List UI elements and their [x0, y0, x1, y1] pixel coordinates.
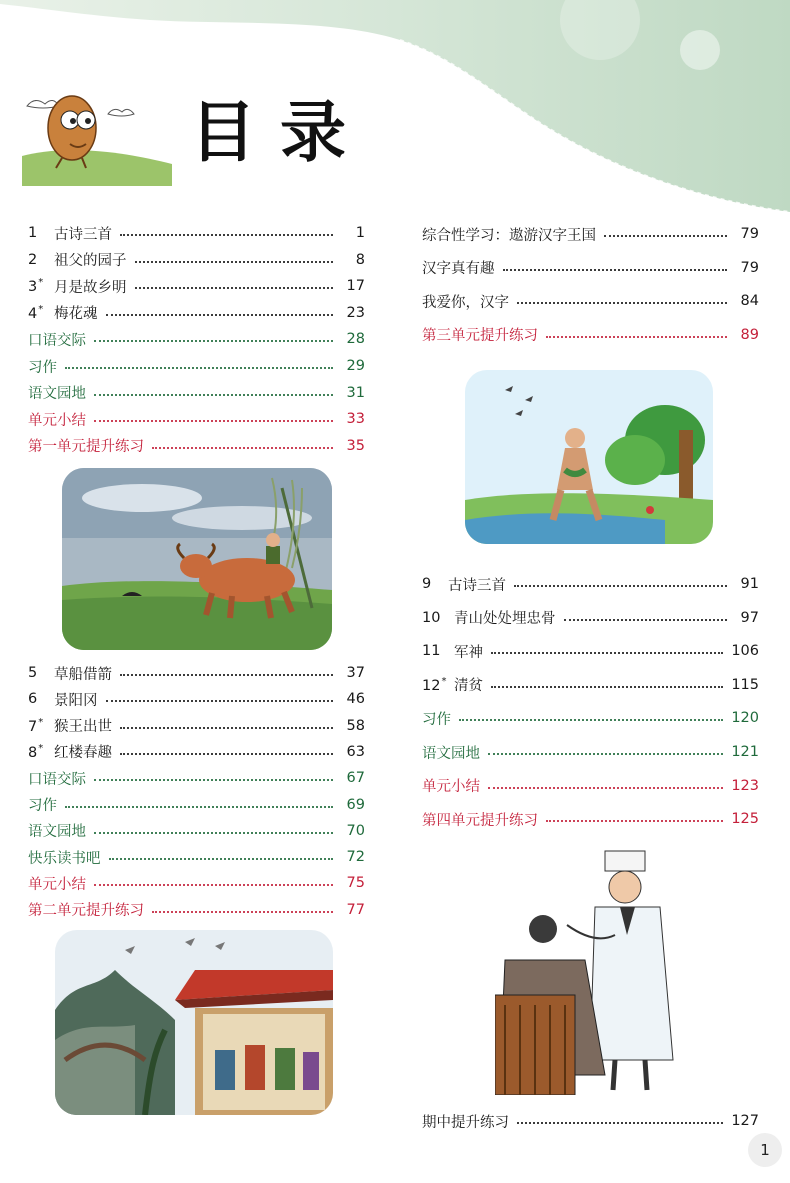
- toc-entry-page-number: 23: [346, 304, 365, 321]
- toc-entry-page-number: 63: [346, 743, 365, 760]
- toc-entry-page-number: 75: [346, 875, 365, 892]
- toc-entry[interactable]: [28, 819, 365, 843]
- toc-entry[interactable]: [28, 793, 365, 817]
- toc-entry[interactable]: [422, 639, 759, 663]
- toc-entry-page-number: 28: [346, 331, 365, 348]
- dot-leader: [120, 234, 333, 236]
- toc-entry-page-number: 115: [731, 676, 759, 693]
- dot-leader: [135, 287, 334, 289]
- dot-leader: [152, 447, 333, 449]
- toc-entry-title: 语文园地: [422, 745, 480, 762]
- toc-entry-page-number: 58: [346, 717, 365, 734]
- dot-leader: [106, 700, 334, 702]
- toc-entry-star-mark: *: [38, 742, 44, 754]
- toc-entry[interactable]: [28, 274, 365, 298]
- toc-entry-page-number: 29: [346, 358, 365, 374]
- toc-entry-page-number: 67: [346, 770, 365, 787]
- toc-entry-number: 2: [28, 251, 38, 268]
- toc-entry-title: 第二单元提升练习: [28, 903, 144, 920]
- toc-entry-title: 月是故乡明: [54, 279, 127, 296]
- dot-leader: [517, 1122, 723, 1124]
- doctor-and-patient-illustration: [495, 845, 680, 1095]
- toc-entry[interactable]: [422, 289, 759, 313]
- toc-entry-page-number: 106: [731, 643, 759, 660]
- toc-entry-page-number: 77: [346, 901, 365, 918]
- toc-entry-number: 8*: [28, 742, 44, 761]
- toc-entry[interactable]: [422, 606, 759, 630]
- toc-entry-number: 1: [28, 225, 38, 241]
- toc-entry-page-number: 127: [731, 1113, 759, 1129]
- toc-entry-title: 梅花魂: [54, 306, 98, 323]
- dot-leader: [94, 832, 333, 834]
- toc-entry-page-number: 79: [740, 259, 759, 276]
- toc-entry-title: 汉字真有趣: [422, 261, 495, 277]
- toc-entry[interactable]: [422, 1109, 759, 1133]
- toc-entry-number: 3*: [28, 277, 44, 296]
- toc-entry[interactable]: [28, 871, 365, 895]
- dot-leader: [109, 858, 334, 860]
- dot-leader: [120, 727, 333, 729]
- toc-entry[interactable]: [28, 407, 365, 431]
- toc-entry-title: 第四单元提升练习: [422, 812, 538, 829]
- toc-entry-title: 期中提升练习: [422, 1114, 509, 1131]
- toc-entry[interactable]: [422, 673, 759, 697]
- toc-entry-page-number: 91: [740, 576, 759, 592]
- toc-entry-title: 口语交际: [28, 332, 86, 349]
- toc-entry-page-number: 123: [731, 777, 759, 794]
- toc-entry-number: 6: [28, 691, 38, 708]
- dot-leader: [546, 336, 727, 338]
- toc-entry-page-number: 35: [346, 437, 365, 454]
- toc-entry[interactable]: [28, 434, 365, 458]
- toc-entry-title: 习作: [28, 798, 57, 814]
- toc-entry-number: 7*: [28, 716, 44, 735]
- dot-leader: [488, 787, 723, 789]
- boy-on-ox-illustration: [62, 468, 332, 650]
- toc-entry-title: 语文园地: [28, 824, 86, 841]
- toc-entry-star-mark: *: [441, 675, 447, 687]
- toc-entry-star-mark: *: [38, 303, 44, 315]
- toc-entry-title: 古诗三首: [54, 226, 112, 243]
- toc-entry-page-number: 72: [346, 849, 365, 866]
- dot-leader: [106, 314, 334, 316]
- toc-entry-page-number: 125: [731, 811, 759, 828]
- toc-entry-title: 单元小结: [28, 876, 86, 893]
- toc-entry-page-number: 8: [355, 251, 365, 268]
- toc-entry-title: 第一单元提升练习: [28, 439, 144, 456]
- toc-entry-title: 口语交际: [28, 771, 86, 788]
- toc-entry-title: 单元小结: [28, 412, 86, 429]
- toc-entry[interactable]: [28, 381, 365, 405]
- toc-entry-page-number: 97: [740, 609, 759, 626]
- dot-leader: [564, 619, 728, 621]
- toc-entry-title: 青山处处埋忠骨: [454, 611, 556, 628]
- toc-entry-page-number: 31: [346, 384, 365, 401]
- dot-leader: [120, 753, 333, 755]
- toc-entry[interactable]: [28, 766, 365, 790]
- dot-leader: [135, 261, 334, 263]
- toc-entry[interactable]: [422, 807, 759, 831]
- toc-entry-star-mark: *: [38, 277, 44, 289]
- dot-leader: [514, 585, 727, 587]
- dot-leader: [94, 420, 333, 422]
- toc-entry-page-number: 37: [346, 665, 365, 681]
- dot-leader: [120, 674, 333, 676]
- toc-entry-page-number: 84: [740, 293, 759, 309]
- toc-entry-page-number: 89: [740, 326, 759, 343]
- toc-entry-title: 语文园地: [28, 386, 86, 403]
- toc-entry-page-number: 70: [346, 822, 365, 839]
- dot-leader: [94, 394, 333, 396]
- toc-entry-page-number: 33: [346, 411, 365, 428]
- toc-entry-page-number: 46: [346, 691, 365, 708]
- dot-leader: [94, 779, 333, 781]
- toc-entry-page-number: 121: [731, 744, 759, 760]
- toc-entry-title: 综合性学习：遨游汉字王国: [422, 227, 596, 244]
- toc-entry-page-number: 79: [740, 226, 759, 242]
- peanut-mascot-illustration: [22, 86, 172, 186]
- toc-entry[interactable]: [28, 687, 365, 711]
- dot-leader: [517, 302, 727, 304]
- toc-entry-title: 景阳冈: [54, 692, 98, 709]
- toc-entry-number: 4*: [28, 303, 44, 322]
- toc-entry-number: 12*: [422, 675, 447, 694]
- dot-leader: [459, 719, 723, 721]
- dot-leader: [488, 753, 723, 755]
- dot-leader: [604, 235, 727, 237]
- man-in-wilderness-illustration: [465, 370, 713, 544]
- toc-entry[interactable]: [28, 845, 365, 869]
- toc-entry[interactable]: [28, 301, 365, 325]
- toc-entry-page-number: 17: [346, 278, 365, 295]
- page-title: 目录: [190, 94, 370, 171]
- toc-entry[interactable]: [28, 714, 365, 738]
- toc-entry[interactable]: [28, 248, 365, 272]
- dot-leader: [94, 884, 333, 886]
- toc-entry[interactable]: [422, 774, 759, 798]
- toc-entry-title: 红楼春趣: [54, 745, 112, 762]
- toc-entry[interactable]: [422, 740, 759, 764]
- toc-entry[interactable]: [422, 222, 759, 246]
- toc-entry-number: 9: [422, 576, 432, 592]
- toc-entry-number: 10: [422, 609, 441, 626]
- toc-entry[interactable]: [422, 572, 759, 596]
- toc-entry-title: 草船借箭: [54, 666, 112, 683]
- toc-entry[interactable]: [422, 706, 759, 730]
- toc-entry[interactable]: [28, 740, 365, 764]
- toc-entry-title: 古诗三首: [448, 577, 506, 594]
- dot-leader: [491, 652, 723, 654]
- toc-entry[interactable]: [422, 256, 759, 280]
- pavilion-scene-illustration: [55, 930, 333, 1115]
- toc-entry[interactable]: [28, 221, 365, 245]
- toc-entry-page-number: 1: [355, 225, 365, 241]
- dot-leader: [94, 340, 333, 342]
- toc-entry-title: 习作: [28, 359, 57, 376]
- toc-entry-title: 习作: [422, 711, 451, 728]
- toc-entry-title: 清贫: [454, 678, 483, 695]
- toc-entry-title: 第三单元提升练习: [422, 328, 538, 344]
- dot-leader: [491, 686, 723, 688]
- dot-leader: [503, 269, 728, 271]
- toc-entry-title: 快乐读书吧: [28, 850, 101, 867]
- toc-entry[interactable]: [422, 323, 759, 347]
- toc-entry-star-mark: *: [38, 716, 44, 728]
- toc-entry-title: 军神: [454, 644, 483, 661]
- toc-entry-page-number: 120: [731, 710, 759, 727]
- dot-leader: [152, 911, 333, 913]
- toc-entry-title: 单元小结: [422, 779, 480, 796]
- toc-entry-title: 祖父的园子: [54, 253, 127, 270]
- toc-entry[interactable]: [28, 354, 365, 378]
- dot-leader: [546, 820, 723, 822]
- dot-leader: [65, 367, 333, 369]
- toc-entry-title: 我爱你，汉字: [422, 294, 509, 311]
- toc-entry[interactable]: [28, 661, 365, 685]
- toc-entry[interactable]: [28, 898, 365, 922]
- page-number: 1: [748, 1133, 782, 1167]
- toc-entry-title: 猴王出世: [54, 719, 112, 736]
- toc-entry-page-number: 69: [346, 796, 365, 813]
- toc-entry-number: 11: [422, 643, 441, 660]
- dot-leader: [65, 806, 333, 808]
- toc-entry-number: 5: [28, 665, 38, 681]
- toc-entry[interactable]: [28, 327, 365, 351]
